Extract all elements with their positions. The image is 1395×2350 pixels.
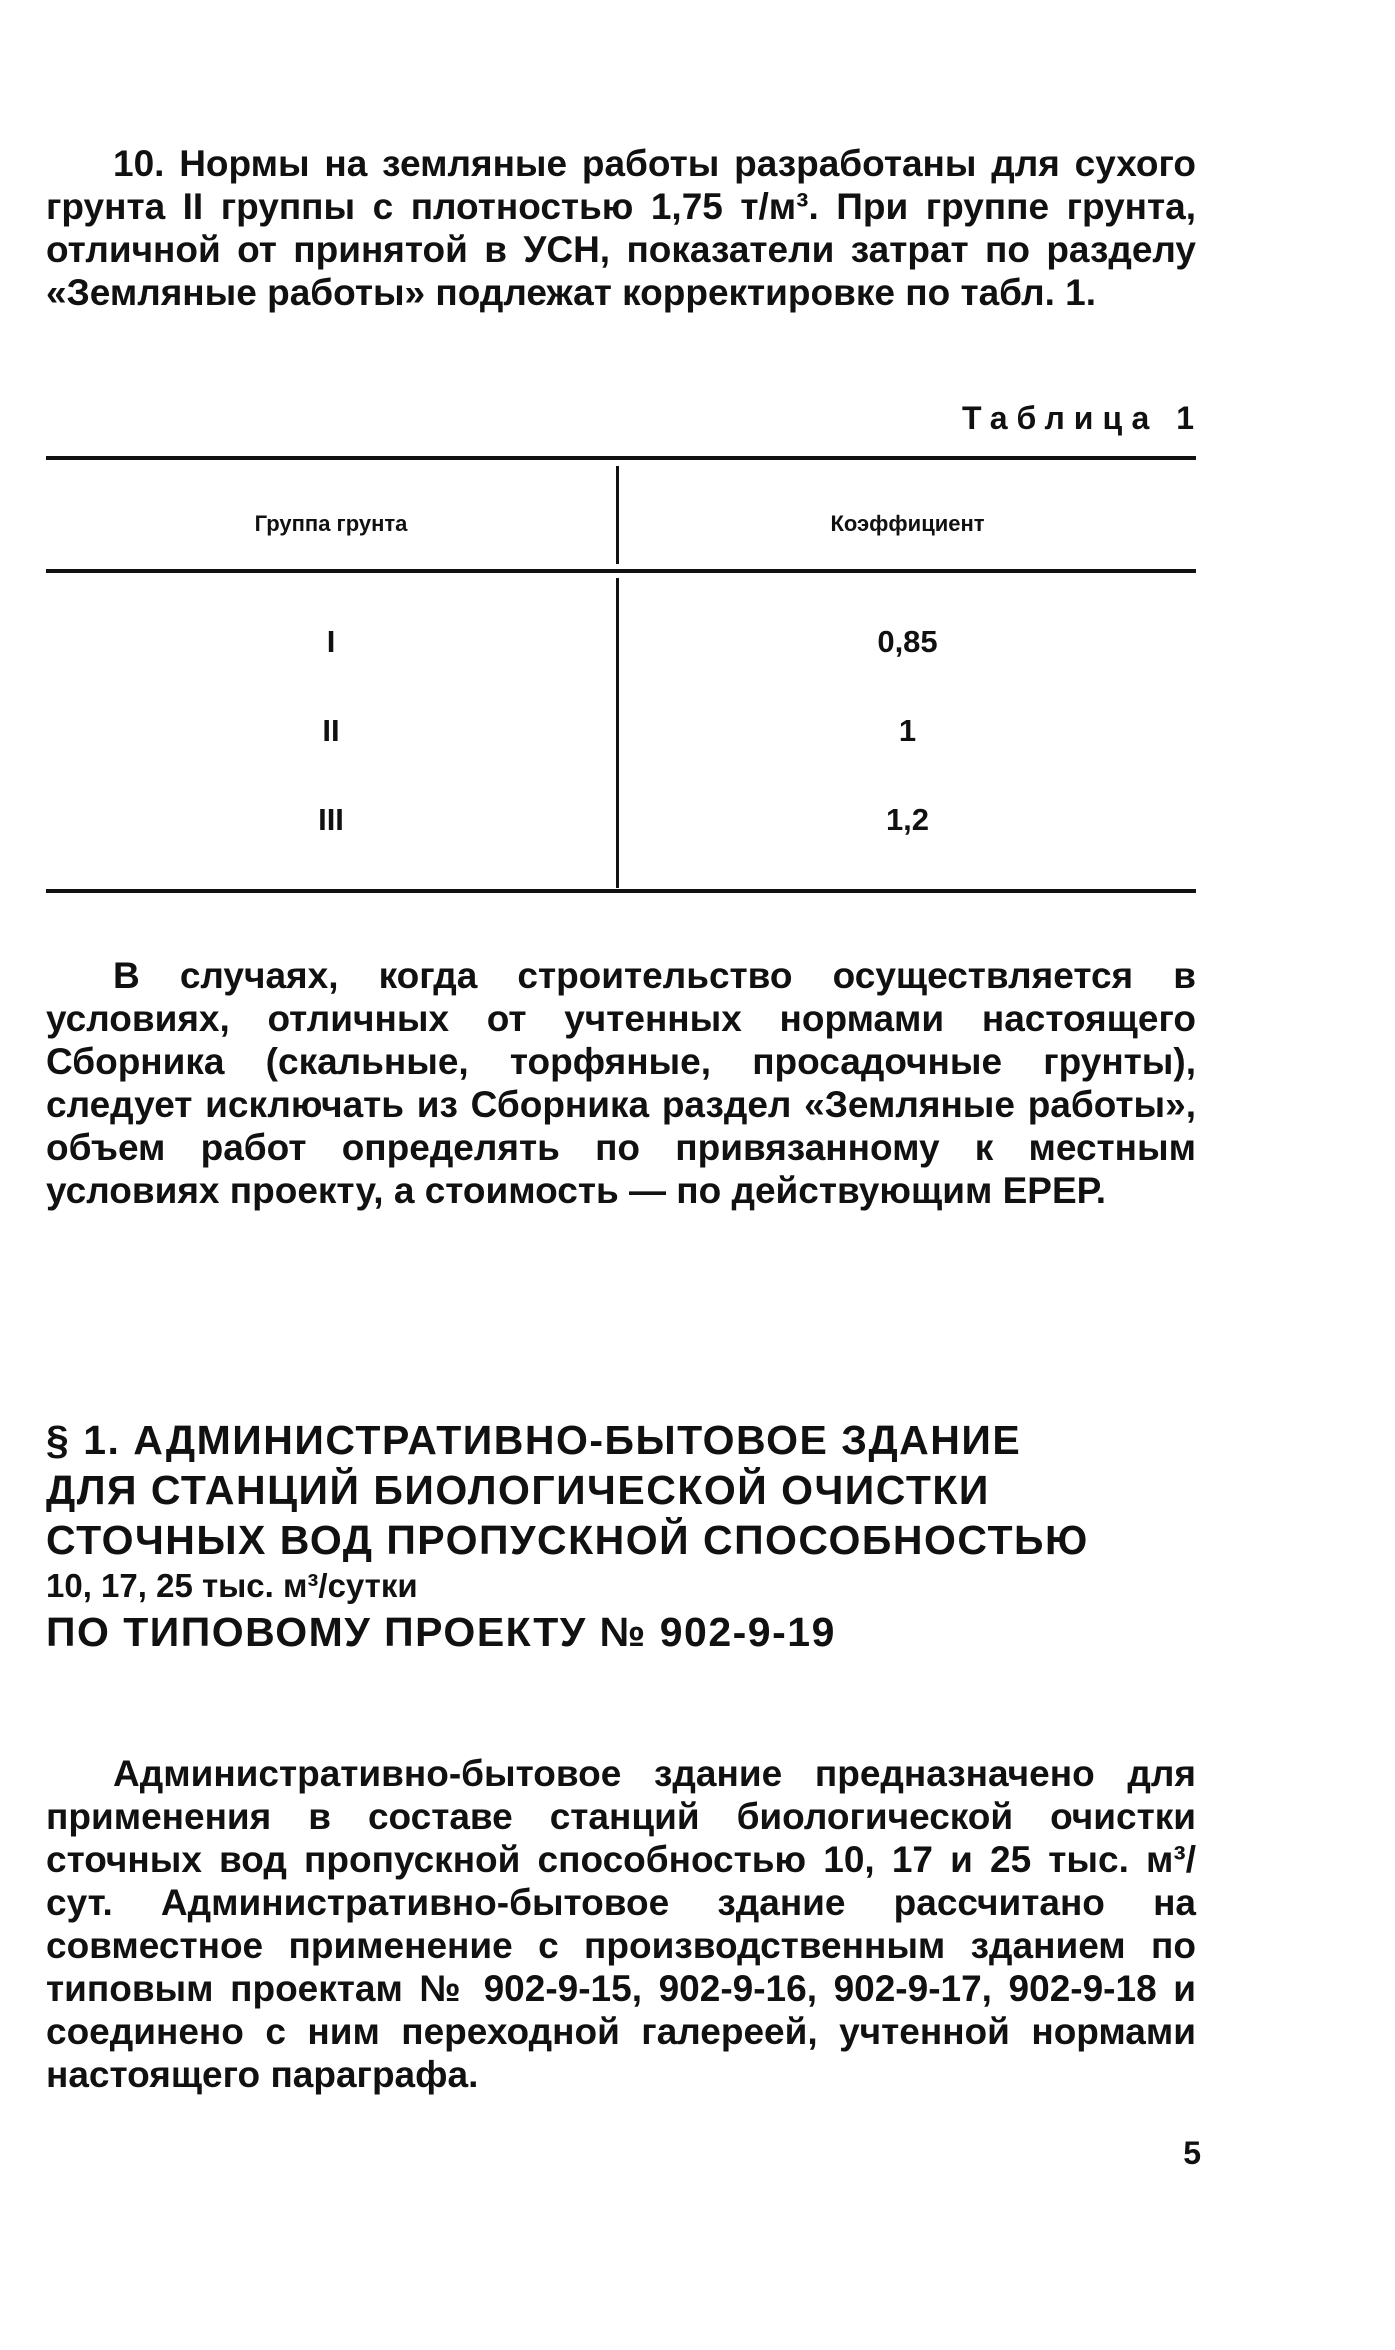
row-2-group: II (322, 713, 340, 748)
paragraph-10: 10. Нормы на земляные работы разработаны для сухого грунта II группы с плотностью 1,75 т/м³. При группе грунта, отличной от принятой в УСН, показатели затрат по разделу «Земляные работы» подлежат корректировке по табл. 1. (46, 143, 1196, 313)
row-3-coefficient: 1,2 (885, 802, 930, 837)
header-coefficient: Коэффициент (830, 511, 985, 536)
section-title (46, 1415, 1196, 1657)
page-number: 5 (1183, 2135, 1201, 2171)
section-title-line-1: § 1. АДМИНИСТРАТИВНО-БЫТОВОЕ ЗДАНИЕ (46, 1417, 1022, 1463)
row-1-group: I (326, 624, 336, 659)
row-1-coefficient: 0,85 (877, 624, 938, 659)
section-title-project: ПО ТИПОВОМУ ПРОЕКТУ № 902-9-19 (46, 1609, 836, 1655)
row-3-group: III (318, 802, 344, 837)
paragraph-special-conditions: В случаях, когда строительство осуществляется в условиях, отличных от учтенных нормами настоящего Сборника (скальные, торфяные, просадочные грунты), следует исключать из Сборника раздел «Земляные работы», объем работ определять по привязанному к местным условиях проекту, а стоимость — по действующим ЕРЕР. (46, 955, 1196, 1211)
table-bottom-rule (46, 889, 1196, 893)
row-2-coefficient: 1 (898, 713, 917, 748)
table-top-rule (46, 456, 1196, 460)
section-title-line-3: СТОЧНЫХ ВОД ПРОПУСКНОЙ СПОСОБНОСТЬЮ (46, 1517, 1089, 1563)
section-title-line-2: ДЛЯ СТАНЦИЙ БИОЛОГИЧЕСКОЙ ОЧИСТКИ (46, 1467, 990, 1513)
section-title-capacity: 10, 17, 25 тыс. м³/сутки (46, 1567, 418, 1604)
paragraph-admin-building: Административно-бытовое здание предназначено для применения в составе станций биологической очистки сточных вод пропускной способностью 10, 17 и 25 тыс. м³/сут. Административно-бытовое здание рассчитано на совместное применение с производственным зданием по типовым проектам № 902-9-15, 902-9-16, 902-9-17, 902-9-18 и соединено с ним переходной галереей, учтенной нормами настоящего параграфа. (46, 1753, 1196, 2095)
soil-group-table (46, 456, 1196, 903)
table-header-rule (46, 569, 1196, 573)
header-soil-group: Группа грунта (254, 511, 408, 536)
table-caption: Таблица 1 (961, 400, 1203, 436)
